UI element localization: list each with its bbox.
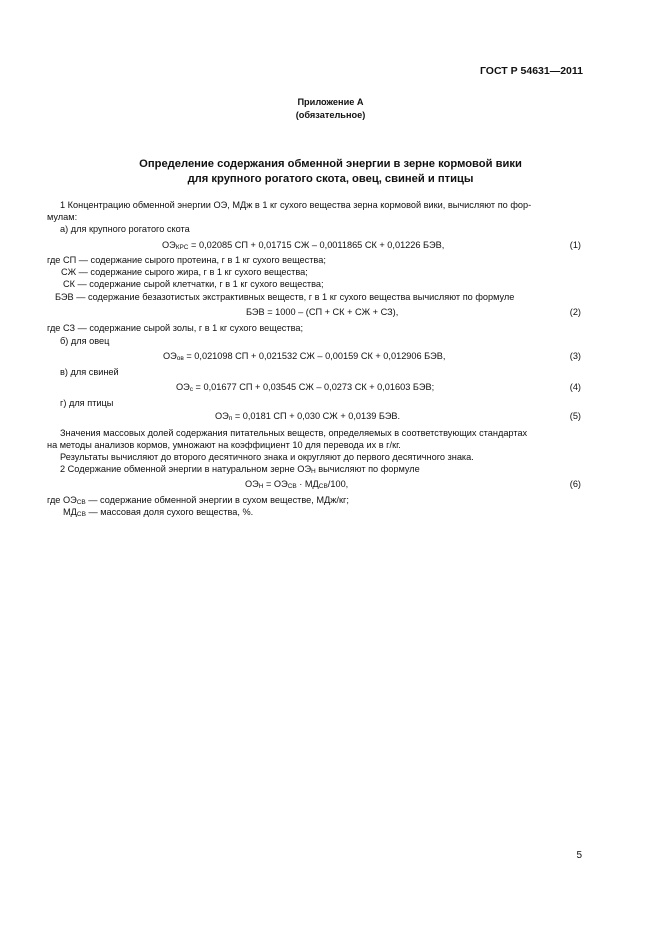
where-sz: где СЗ — содержание сырой золы, г в 1 кг сухого вещества; — [47, 323, 304, 333]
equation-3: $ОЭ_{ов} = 0,021098$ СП + 0,021532 СЖ – 0,00159 СК + 0,012906 БЭВ, — [163, 351, 446, 362]
paragraph-2-line1: Значения массовых долей содержания питательных веществ, определяемых в соответствующих стандартах — [60, 428, 528, 438]
item-g: г) для птицы — [60, 398, 114, 408]
where-bev: БЭВ — содержание безазотистых экстрактивных веществ, г в 1 кг сухого вещества вычисляют по формуле — [55, 292, 515, 302]
paragraph-2-line2: на методы анализов кормов, умножают на коэффициент 10 для перевода их в г/кг. — [47, 440, 401, 450]
equation-6: $ОЭ_Н = ОЭ_{СВ} \cdot МД_{СВ}/100$, — [245, 479, 349, 490]
equation-4: $ОЭ_с = 0,01677$ СП + 0,03545 СЖ – 0,0273 СК + 0,01603 БЭВ; — [176, 382, 435, 393]
equation-4-number: (4) — [569, 382, 581, 392]
appendix-note: (обязательное) — [295, 110, 366, 120]
equation-1: $ОЭ_{КРС} = 0,02085$ СП + 0,01715 СЖ – 0,0011865 СК + 0,01226 БЭВ, — [162, 240, 445, 251]
equation-1-number: (1) — [569, 240, 581, 250]
where-sp: где СП — содержание сырого протеина, г в 1 кг сухого вещества; — [47, 255, 326, 265]
where-md-sv: $МД_{СВ}$ — массовая доля сухого вещества, %. — [63, 507, 254, 518]
equation-2: БЭВ = 1000 – (СП + СК + СЖ + СЗ), — [246, 307, 399, 317]
section-heading-line2: для крупного рогатого скота, овец, свиней и птицы — [187, 173, 474, 185]
equation-5: $ОЭ_п = 0,0181$ СП + 0,030 СЖ + 0,0139 БЭВ. — [215, 411, 401, 422]
section-heading-line1: Определение содержания обменной энергии в зерне кормовой вики — [139, 158, 522, 170]
paragraph-3: Результаты вычисляют до второго десятичного знака и округляют до первого десятичного знака. — [60, 452, 474, 462]
paragraph-4: 2 Содержание обменной энергии в натуральном зерне $ОЭ_Н$ вычисляют по формуле — [60, 464, 420, 475]
item-a: а) для крупного рогатого скота — [60, 224, 190, 234]
paragraph-1-line2: мулам: — [47, 212, 78, 222]
equation-6-number: (6) — [569, 479, 581, 489]
where-sk: СК — содержание сырой клетчатки, г в 1 кг сухого вещества; — [63, 279, 324, 289]
where-oe-sv: где $ОЭ_{СВ}$ — содержание обменной энергии в сухом веществе, МДж/кг; — [47, 495, 349, 506]
equation-5-number: (5) — [569, 411, 581, 421]
paragraph-1-line1: 1 Концентрацию обменной энергии ОЭ, МДж в 1 кг сухого вещества зерна кормовой вики, вычисляют по фор- — [60, 200, 532, 210]
page-number: 5 — [576, 850, 582, 861]
equation-2-number: (2) — [569, 307, 581, 317]
where-szh: СЖ — содержание сырого жира, г в 1 кг сухого вещества; — [61, 267, 308, 277]
item-b: б) для овец — [60, 336, 110, 346]
appendix-title: Приложение А — [297, 97, 364, 107]
item-v: в) для свиней — [60, 367, 119, 377]
document-code: ГОСТ Р 54631—2011 — [479, 65, 583, 77]
equation-3-number: (3) — [569, 351, 581, 361]
